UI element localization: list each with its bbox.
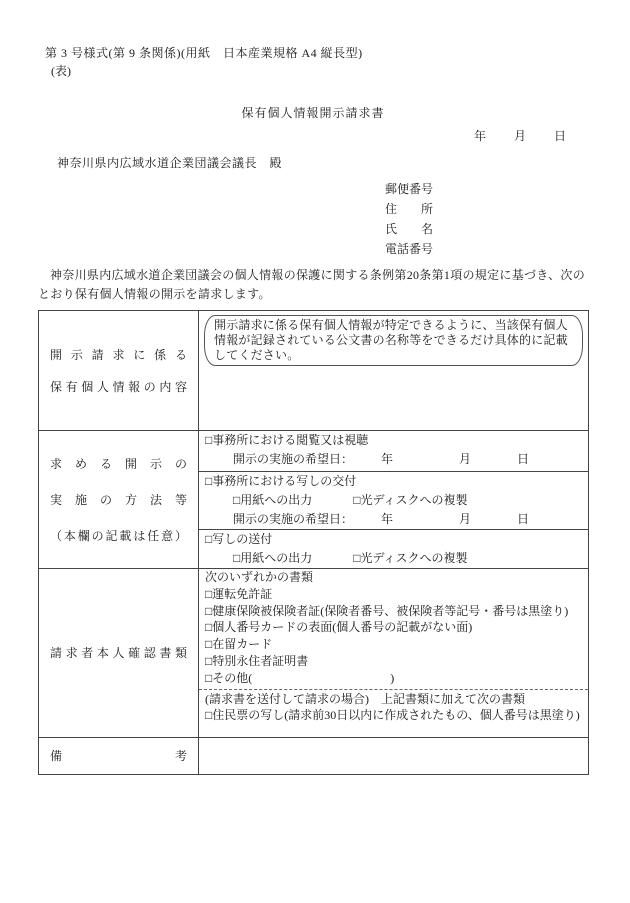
- residence-card-label: 在留カード: [212, 637, 273, 652]
- other-document-prefix: その他(: [212, 670, 253, 685]
- postal-code-field[interactable]: [436, 181, 566, 193]
- option-copy-office-paper: [233, 493, 312, 507]
- option-drivers-license: [199, 586, 588, 603]
- mynumber-card-label: 個人番号カードの表面(個人番号の記載がない面): [212, 620, 473, 635]
- content-row: [39, 311, 589, 431]
- remarks-header-label: 備考: [50, 749, 187, 763]
- method-row-view: [39, 431, 589, 472]
- option-residence-certificate: [199, 707, 588, 724]
- addressee-line: 神奈川県内広域水道企業団議会議長 殿: [57, 156, 283, 170]
- applicant-postal-row: [385, 179, 588, 199]
- copy-office-suboptions: [199, 491, 588, 510]
- view-month-label: 月: [459, 452, 472, 466]
- applicant-phone-row: [385, 239, 588, 259]
- checkbox-copy-at-office[interactable]: □: [205, 474, 213, 488]
- applicant-block: [385, 179, 588, 259]
- applicant-address-row: [385, 199, 588, 219]
- date-month-label: 月: [513, 129, 526, 143]
- checkbox-copy-by-mail[interactable]: □: [205, 532, 213, 546]
- checkbox-copy-mail-disc[interactable]: □: [353, 551, 361, 565]
- checkbox-residence-card[interactable]: □: [205, 637, 213, 652]
- copy-office-month-field[interactable]: [393, 511, 459, 523]
- date-year-label: 年: [473, 129, 486, 143]
- checkbox-health-insurance[interactable]: □: [205, 603, 213, 618]
- phone-field[interactable]: [436, 241, 566, 253]
- remarks-row: [39, 738, 589, 775]
- name-field[interactable]: [436, 221, 566, 233]
- view-date-month-field[interactable]: [393, 451, 459, 463]
- option-copy-office-label: 事務所における写しの交付: [212, 474, 357, 488]
- view-date-line: [199, 450, 588, 469]
- side-label: (表): [51, 64, 71, 78]
- view-date-day-field[interactable]: [471, 451, 517, 463]
- view-date-label: 開示の実施の希望日：: [233, 452, 354, 466]
- method-header-line3: （本欄の記載は任意）: [50, 528, 187, 543]
- checkbox-other-document[interactable]: □: [205, 670, 213, 685]
- residence-certificate-label: 住民票の写し(請求前30日以内に作成されたもの、個人番号は黒塗り): [212, 708, 580, 723]
- address-field[interactable]: [436, 201, 566, 213]
- content-note: 開示請求に係る保有個人情報が特定できるように、当該保有個人情報が記録されている公文書の名称等をできるだけ具体的に記載してください。: [204, 315, 583, 366]
- checkbox-view-at-office[interactable]: □: [205, 433, 213, 447]
- form-spec-line: 第 3 号様式(第 9 条関係)(用紙 日本産業規格 A4 縦長型): [45, 46, 363, 60]
- method-view-cell: [199, 431, 589, 472]
- requested-information-field[interactable]: [199, 311, 589, 431]
- checkbox-copy-office-paper[interactable]: □: [233, 493, 241, 507]
- identity-header-label: 請求者本人確認書類: [50, 646, 187, 660]
- copy-office-paper-label: 用紙への出力: [240, 493, 313, 507]
- checkbox-drivers-license[interactable]: □: [205, 586, 213, 601]
- copy-mail-suboptions: [199, 549, 588, 568]
- option-other-document: [199, 670, 588, 687]
- identity-header-cell: [39, 569, 199, 738]
- remarks-header-cell: [39, 738, 199, 775]
- content-header-line2: 保有個人情報の内容: [50, 379, 187, 394]
- option-view-at-office: [199, 431, 588, 450]
- option-copy-by-mail: [199, 530, 588, 549]
- method-copy-mail-cell: [199, 530, 589, 569]
- other-document-field[interactable]: [252, 670, 390, 682]
- identity-documents-cell: [199, 569, 589, 738]
- request-form-table: [38, 310, 589, 775]
- remarks-field[interactable]: [199, 738, 589, 775]
- method-copy-office-cell: [199, 472, 589, 530]
- phone-label: 電話番号: [385, 242, 434, 256]
- copy-office-date-line: [199, 510, 588, 529]
- option-view-label: 事務所における閲覧又は視聴: [212, 433, 369, 447]
- copy-office-day-field[interactable]: [471, 511, 517, 523]
- copy-office-year-label: 年: [381, 512, 394, 526]
- checkbox-special-permanent-resident[interactable]: □: [205, 653, 213, 668]
- copy-mail-disc-label: 光ディスクへの複製: [360, 551, 468, 565]
- copy-office-year-field[interactable]: [353, 511, 381, 523]
- drivers-license-label: 運転免許証: [212, 586, 273, 601]
- content-header-line1: 開示請求に係る: [50, 347, 187, 362]
- page-title: 保有個人情報開示請求書: [241, 106, 385, 120]
- copy-mail-paper-label: 用紙への出力: [240, 551, 313, 565]
- option-copy-mail-label: 写しの送付: [212, 532, 273, 546]
- checkbox-mynumber-card[interactable]: □: [205, 620, 213, 635]
- option-health-insurance: [199, 603, 588, 620]
- option-copy-mail-disc: [353, 551, 467, 565]
- intro-paragraph: 神奈川県内広域水道企業団議会の個人情報の保護に関する条例第20条第1項の規定に基づき、次のとおり保有個人情報の開示を請求します。: [38, 268, 586, 301]
- option-copy-office-disc: [353, 493, 467, 507]
- mail-case-note: (請求書を送付して請求の場合) 上記書類に加えて次の書類: [205, 691, 525, 706]
- checkbox-copy-office-disc[interactable]: □: [353, 493, 361, 507]
- identity-row: [39, 569, 589, 738]
- view-year-label: 年: [381, 452, 394, 466]
- health-insurance-label: 健康保険被保険者証(保険者番号、被保険者等記号・番号は黒塗り): [212, 603, 569, 618]
- option-copy-mail-paper: [233, 551, 312, 565]
- option-residence-card: [199, 636, 588, 653]
- checkbox-copy-mail-paper[interactable]: □: [233, 551, 241, 565]
- method-header-line2: 実施の方法等: [50, 492, 187, 507]
- copy-office-day-label: 日: [517, 512, 530, 526]
- option-special-permanent-resident: [199, 653, 588, 670]
- option-copy-at-office: [199, 472, 588, 491]
- special-permanent-resident-label: 特別永住者証明書: [212, 653, 309, 668]
- copy-office-date-label: 開示の実施の希望日：: [233, 512, 354, 526]
- option-mynumber-card: [199, 619, 588, 636]
- postal-code-label: 郵便番号: [385, 182, 434, 196]
- mail-case-divider: [199, 689, 588, 725]
- view-day-label: 日: [517, 452, 530, 466]
- copy-office-disc-label: 光ディスクへの複製: [360, 493, 468, 507]
- date-day-label: 日: [553, 129, 566, 143]
- name-label: 氏 名: [385, 222, 434, 236]
- address-label: 住 所: [385, 202, 434, 216]
- method-header-line1: 求める開示の: [50, 456, 187, 471]
- method-header-cell: [39, 431, 199, 569]
- date-line: [38, 128, 588, 144]
- checkbox-residence-certificate[interactable]: □: [205, 708, 213, 723]
- other-document-suffix: ): [390, 670, 395, 685]
- view-date-year-field[interactable]: [353, 451, 381, 463]
- copy-office-month-label: 月: [459, 512, 472, 526]
- applicant-name-row: [385, 219, 588, 239]
- content-header-cell: [39, 311, 199, 431]
- identity-intro: 次のいずれかの書類: [205, 570, 314, 584]
